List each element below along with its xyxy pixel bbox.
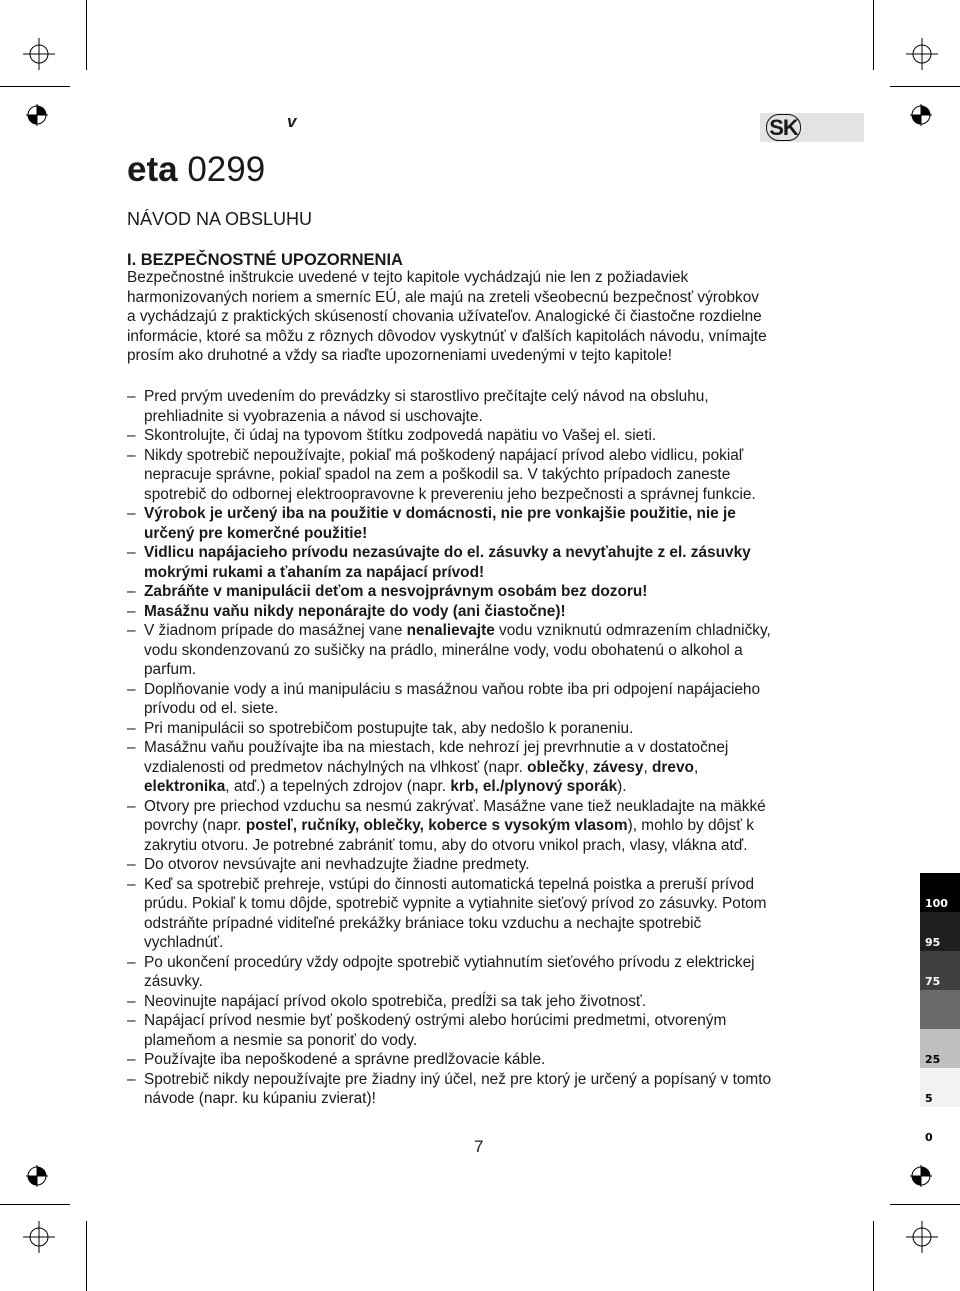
registration-mark bbox=[22, 1220, 56, 1254]
registration-mark bbox=[22, 37, 56, 71]
language-badge-bar bbox=[760, 113, 864, 142]
text-run: , bbox=[643, 758, 653, 776]
text-run: Keď sa spotrebič prehreje, vstúpi do činnosti automatická tepelná poistka a preruší prívod bbox=[144, 875, 755, 893]
registration-mark bbox=[905, 1220, 939, 1254]
warning-item bbox=[127, 602, 847, 622]
tone-patch bbox=[920, 1068, 960, 1107]
list-dash: – bbox=[127, 875, 136, 893]
side-registration-mark bbox=[26, 104, 48, 126]
language-badge: SK bbox=[766, 114, 801, 141]
warning-item bbox=[127, 855, 847, 875]
text-run: Používajte iba nepoškodené a správne predlžovacie káble. bbox=[144, 1051, 546, 1068]
crop-mark bbox=[0, 1204, 70, 1205]
crop-mark bbox=[873, 1221, 874, 1291]
tone-patch bbox=[920, 912, 960, 951]
list-dash: – bbox=[127, 1012, 136, 1029]
bold-text: Zabráňte v manipulácii deťom a nesvojprávnym osobám bez dozoru! bbox=[144, 583, 648, 600]
bold-text: Vidlicu napájacieho prívodu nezasúvajte do el. zásuvky a nevyťahujte z el. zásuvky bbox=[144, 544, 751, 561]
model-number: 0299 bbox=[177, 150, 266, 189]
warning-item bbox=[127, 387, 847, 426]
side-registration-mark bbox=[910, 104, 932, 126]
text-run: vodu vzniknutú odmrazením chladničky, bbox=[494, 622, 771, 639]
warning-line bbox=[144, 836, 847, 856]
tone-patch bbox=[920, 951, 960, 990]
text-run: vzdialenosti od predmetov náchylných na vlhkosť (napr. bbox=[144, 758, 528, 776]
page-number: 7 bbox=[474, 1137, 484, 1156]
list-dash: – bbox=[127, 388, 136, 405]
warning-line bbox=[144, 933, 847, 953]
list-dash: – bbox=[127, 446, 136, 464]
text-run: Nikdy spotrebič nepoužívajte, pokiaľ má poškodený napájací prívod alebo vidlicu, pokiaľ bbox=[144, 446, 744, 464]
bold-text: určený pre komerčné použitie! bbox=[144, 524, 368, 542]
list-dash: – bbox=[127, 992, 136, 1010]
warning-item bbox=[127, 1011, 847, 1050]
warning-line bbox=[144, 1050, 847, 1070]
text-run: nepracuje správne, pokiaľ spadol na zem a poškodil sa. V takýchto prípadoch zaneste bbox=[144, 466, 731, 483]
intro-paragraph bbox=[127, 268, 847, 366]
list-dash: – bbox=[127, 505, 136, 522]
text-run: , bbox=[693, 758, 699, 776]
list-dash: – bbox=[127, 602, 136, 620]
text-run: spotrebič do odbornej elektroopravovne k prevereniu jeho bezpečnosti a správnej funkcie. bbox=[144, 485, 756, 503]
warning-item bbox=[127, 446, 847, 505]
registration-mark bbox=[905, 37, 939, 71]
text-run: prúdu. Pokiaľ k tomu dôjde, spotrebič vypnite a vytiahnite sieťový prívod zo zásuvky. Potom bbox=[144, 895, 767, 912]
list-dash: – bbox=[127, 719, 136, 737]
side-registration-mark bbox=[26, 1165, 48, 1187]
list-dash: – bbox=[127, 544, 136, 561]
intro-line: Bezpečnostné inštrukcie uvedené v tejto kapitole vychádzajú nie len z požiadaviek bbox=[127, 269, 689, 286]
tone-label: 5 bbox=[925, 1092, 933, 1105]
crop-mark bbox=[0, 86, 70, 87]
tone-patch bbox=[920, 873, 960, 912]
list-dash: – bbox=[127, 680, 136, 698]
list-dash: – bbox=[127, 622, 136, 639]
warning-item bbox=[127, 797, 847, 856]
warning-line bbox=[144, 465, 847, 485]
text-run: Spotrebič nikdy nepoužívajte pre žiadny iný účel, než pre ktorý je určený a popísaný v tomto bbox=[144, 1070, 772, 1088]
bold-text: drevo bbox=[652, 758, 694, 776]
text-run: zásuvky. bbox=[144, 973, 203, 990]
warning-item bbox=[127, 426, 847, 446]
bold-text: Výrobok je určený iba na použitie v domácnosti, nie pre vonkajšie použitie, nie je bbox=[144, 505, 736, 522]
text-run: , atď.) a tepelných zdrojov (napr. bbox=[225, 778, 451, 795]
warning-line bbox=[144, 446, 847, 466]
text-run: Doplňovanie vody a inú manipuláciu s masážnou vaňou robte iba pri odpojení napájacieho bbox=[144, 680, 761, 698]
list-dash: – bbox=[127, 856, 136, 873]
warning-item bbox=[127, 719, 847, 739]
text-run: prívodu od el. siete. bbox=[144, 700, 279, 717]
bold-text: elektronika bbox=[144, 778, 226, 795]
list-dash: – bbox=[127, 953, 136, 971]
bold-text: oblečky bbox=[527, 758, 585, 776]
warning-line bbox=[144, 1031, 847, 1051]
warning-line bbox=[144, 797, 847, 817]
list-dash: – bbox=[127, 797, 136, 815]
warning-line bbox=[144, 524, 847, 544]
list-dash: – bbox=[127, 739, 136, 756]
warning-line bbox=[144, 543, 847, 563]
warning-item bbox=[127, 543, 847, 582]
tone-label: 95 bbox=[925, 936, 941, 949]
warning-item bbox=[127, 1070, 847, 1109]
crop-mark bbox=[873, 0, 874, 70]
text-run: ), mohlo by dôjsť k bbox=[627, 817, 754, 834]
list-dash: – bbox=[127, 427, 136, 444]
warning-line bbox=[144, 1011, 847, 1031]
bold-text: nenalievajte bbox=[406, 622, 495, 639]
warning-line bbox=[144, 582, 847, 602]
text-run: , bbox=[584, 758, 593, 776]
warning-line bbox=[144, 621, 847, 641]
text-run: V žiadnom prípade do masážnej vane bbox=[144, 622, 407, 639]
text-run: povrchy (napr. bbox=[144, 817, 246, 834]
text-run: Pred prvým uvedením do prevádzky si starostlivo prečítajte celý návod na obsluhu, bbox=[144, 388, 709, 405]
manual-title: NÁVOD NA OBSLUHU bbox=[127, 209, 313, 229]
text-run: ). bbox=[617, 778, 627, 795]
warning-item bbox=[127, 680, 847, 719]
small-mark: v bbox=[287, 112, 297, 131]
intro-line: informácie, ktoré sa môžu z rôznych dôvodov vyskytnúť v ďalších kapitolách návodu, vnímajte bbox=[127, 327, 767, 345]
intro-line: harmonizovaných noriem a smerníc EÚ, ale majú na zreteli všeobecnú bezpečnosť výrobkov bbox=[127, 288, 759, 306]
crop-mark bbox=[890, 86, 960, 87]
crop-mark bbox=[86, 0, 87, 70]
tone-label: 75 bbox=[925, 975, 941, 988]
warning-item bbox=[127, 738, 847, 797]
text-run: vychladnúť. bbox=[144, 934, 224, 951]
crop-mark bbox=[86, 1221, 87, 1291]
warning-item bbox=[127, 992, 847, 1012]
warning-item bbox=[127, 582, 847, 602]
warning-line bbox=[144, 407, 847, 427]
warning-line bbox=[144, 485, 847, 505]
intro-line: a vychádzajú z praktických skúseností chovania užívateľov. Analogické či čiastočne rozdielne bbox=[127, 308, 762, 325]
text-run: Neovinujte napájací prívod okolo spotrebiča, predĺži sa tak jeho životnosť. bbox=[144, 992, 646, 1010]
text-run: návode (napr. ku kúpaniu zvierat)! bbox=[144, 1090, 376, 1107]
warning-line bbox=[144, 602, 847, 622]
warning-line bbox=[144, 816, 847, 836]
tone-label: 25 bbox=[925, 1053, 941, 1066]
warning-line bbox=[144, 641, 847, 661]
warning-line bbox=[144, 426, 847, 446]
warning-item bbox=[127, 621, 847, 680]
text-run: Po ukončení procedúry vždy odpojte spotrebič vytiahnutím sieťového prívodu z elektrickej bbox=[144, 953, 755, 971]
warning-line bbox=[144, 563, 847, 583]
warning-item bbox=[127, 504, 847, 543]
product-title bbox=[127, 150, 265, 190]
bold-text: posteľ, ručníky, oblečky, koberce s vysokým vlasom bbox=[245, 817, 628, 834]
brand-name: eta bbox=[127, 150, 178, 189]
text-run: parfum. bbox=[144, 661, 197, 678]
text-run: Skontrolujte, či údaj na typovom štítku zodpovedá napätiu vo Vašej el. sieti. bbox=[144, 427, 657, 444]
bold-text: Masážnu vaňu nikdy neponárajte do vody (ani čiastočne)! bbox=[144, 602, 566, 620]
text-run: odstráňte prípadné viditeľné prekážky brániace toku vzduchu a nechajte spotrebič bbox=[144, 914, 702, 932]
text-run: prehliadnite si vyobrazenia a návod si uschovajte. bbox=[144, 407, 483, 425]
warning-item bbox=[127, 953, 847, 992]
tone-label: 0 bbox=[925, 1131, 933, 1144]
warning-line bbox=[144, 972, 847, 992]
warning-line bbox=[144, 1089, 847, 1109]
text-run: Do otvorov nevsúvajte ani nevhadzujte žiadne predmety. bbox=[144, 856, 530, 873]
tone-patch bbox=[920, 1029, 960, 1068]
warning-item bbox=[127, 1050, 847, 1070]
warning-line bbox=[144, 777, 847, 797]
section-heading: I. BEZPEČNOSTNÉ UPOZORNENIA bbox=[127, 251, 403, 269]
side-registration-mark bbox=[910, 1165, 932, 1187]
bold-text: krb, el./plynový sporák bbox=[450, 778, 618, 795]
text-run: zakrytiu otvoru. Je potrebné zabrániť tomu, aby do otvoru vnikol prach, vlasy, vlákna atď. bbox=[144, 836, 748, 854]
bold-text: mokrými rukami a ťahaním za napájací prívod! bbox=[144, 563, 485, 581]
text-run: Otvory pre priechod vzduchu sa nesmú zakrývať. Masážne vane tiež neukladajte na mäkké bbox=[144, 797, 766, 815]
warning-line bbox=[144, 992, 847, 1012]
tone-patch bbox=[920, 990, 960, 1029]
tone-label: 100 bbox=[925, 897, 948, 910]
warning-line bbox=[144, 875, 847, 895]
bold-text: závesy bbox=[592, 758, 644, 776]
warning-line bbox=[144, 504, 847, 524]
warning-line bbox=[144, 719, 847, 739]
warning-line bbox=[144, 680, 847, 700]
warning-line bbox=[144, 1070, 847, 1090]
text-run: plameňom a nesmie sa ponoriť do vody. bbox=[144, 1031, 418, 1049]
crop-mark bbox=[890, 1204, 960, 1205]
warning-line bbox=[144, 953, 847, 973]
warning-item bbox=[127, 875, 847, 953]
warning-line bbox=[144, 758, 847, 778]
warning-line bbox=[144, 855, 847, 875]
list-dash: – bbox=[127, 1051, 136, 1068]
intro-line: prosím ako druhotné a vždy sa riaďte upozorneniami uvedenými v tejto kapitole! bbox=[127, 347, 672, 364]
text-run: vodu skondenzovanú zo sušičky na prádlo, minerálne vody, vodu obohatenú o alkohol a bbox=[144, 641, 743, 659]
list-dash: – bbox=[127, 1070, 136, 1088]
text-run: Napájací prívod nesmie byť poškodený ostrými alebo horúcimi predmetmi, otvoreným bbox=[144, 1012, 727, 1029]
warning-line bbox=[144, 894, 847, 914]
warning-line bbox=[144, 699, 847, 719]
tone-patch bbox=[920, 1107, 960, 1146]
warning-line bbox=[144, 914, 847, 934]
warning-line bbox=[144, 387, 847, 407]
warning-line bbox=[144, 660, 847, 680]
list-dash: – bbox=[127, 583, 136, 600]
warning-line bbox=[144, 738, 847, 758]
text-run: Pri manipulácii so spotrebičom postupujte tak, aby nedošlo k poraneniu. bbox=[144, 719, 634, 737]
safety-warning-list bbox=[127, 387, 847, 1109]
text-run: Masážnu vaňu používajte iba na miestach, kde nehrozí jej prevrhnutie a v dostatočnej bbox=[144, 739, 729, 756]
